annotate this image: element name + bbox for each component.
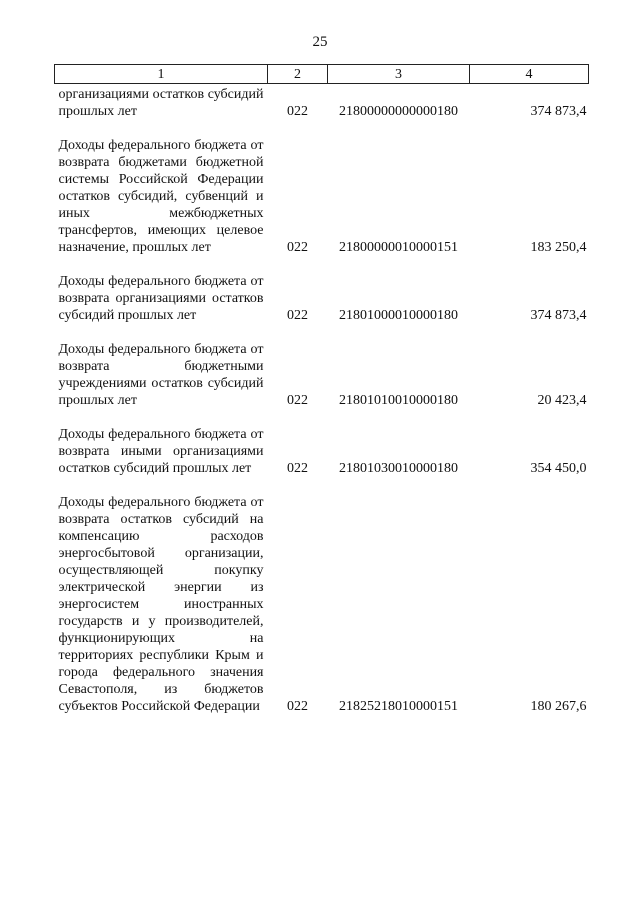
- admin-code: 022: [287, 461, 308, 476]
- amount: 374 873,4: [530, 104, 587, 119]
- income-code: 21825218010000151: [339, 699, 458, 714]
- budget-table: [54, 64, 589, 732]
- admin-code: 022: [287, 104, 308, 119]
- amount: 374 873,4: [530, 308, 587, 323]
- admin-code: 022: [287, 699, 308, 714]
- admin-code: 022: [287, 308, 308, 323]
- table-row: [55, 273, 589, 341]
- table-row: [55, 426, 589, 494]
- income-description: Доходы федерального бюджета от возврата бюджетами бюджетной системы Российской Федерации остатков субсидий, субвенций и иных межбюджетных трансфертов, имеющих целевое назначение, прошлых лет: [58, 138, 264, 255]
- income-description: Доходы федерального бюджета от возврата остатков субсидий на компенсацию расходов энергосбытовой организации, осуществляющей покупку электрической энергии из энергосистем иностранных государств и у производителей, функционирующих на территориях республики Крым и города федерального значения Севастополя, из бюджетов субъектов Российской Федерации: [58, 495, 264, 714]
- income-code: 21801030010000180: [339, 461, 458, 476]
- header-col-1: 1: [55, 65, 268, 84]
- table-row: [55, 84, 589, 138]
- income-description: Доходы федерального бюджета от возврата бюджетными учреждениями остатков субсидий прошлых лет: [58, 342, 264, 408]
- admin-code: 022: [287, 393, 308, 408]
- income-code: 21800000000000180: [339, 104, 458, 119]
- income-code: 21800000010000151: [339, 240, 458, 255]
- table-header-row: [55, 65, 589, 84]
- amount: 183 250,4: [530, 240, 587, 255]
- income-description: организациями остатков субсидий прошлых лет: [58, 87, 264, 119]
- amount: 180 267,6: [530, 699, 587, 714]
- income-code: 21801010010000180: [339, 393, 458, 408]
- page-number: 25: [312, 34, 328, 50]
- admin-code: 022: [287, 240, 308, 255]
- table-row: [55, 494, 589, 732]
- income-code: 21801000010000180: [339, 308, 458, 323]
- header-col-2: 2: [268, 65, 328, 84]
- income-description: Доходы федерального бюджета от возврата иными организациями остатков субсидий прошлых лет: [58, 427, 264, 476]
- income-description: Доходы федерального бюджета от возврата организациями остатков субсидий прошлых лет: [58, 274, 264, 323]
- header-col-3: 3: [328, 65, 470, 84]
- table-row: [55, 341, 589, 426]
- header-col-4: 4: [470, 65, 589, 84]
- table-row: [55, 137, 589, 273]
- amount: 20 423,4: [537, 393, 587, 408]
- amount: 354 450,0: [530, 461, 587, 476]
